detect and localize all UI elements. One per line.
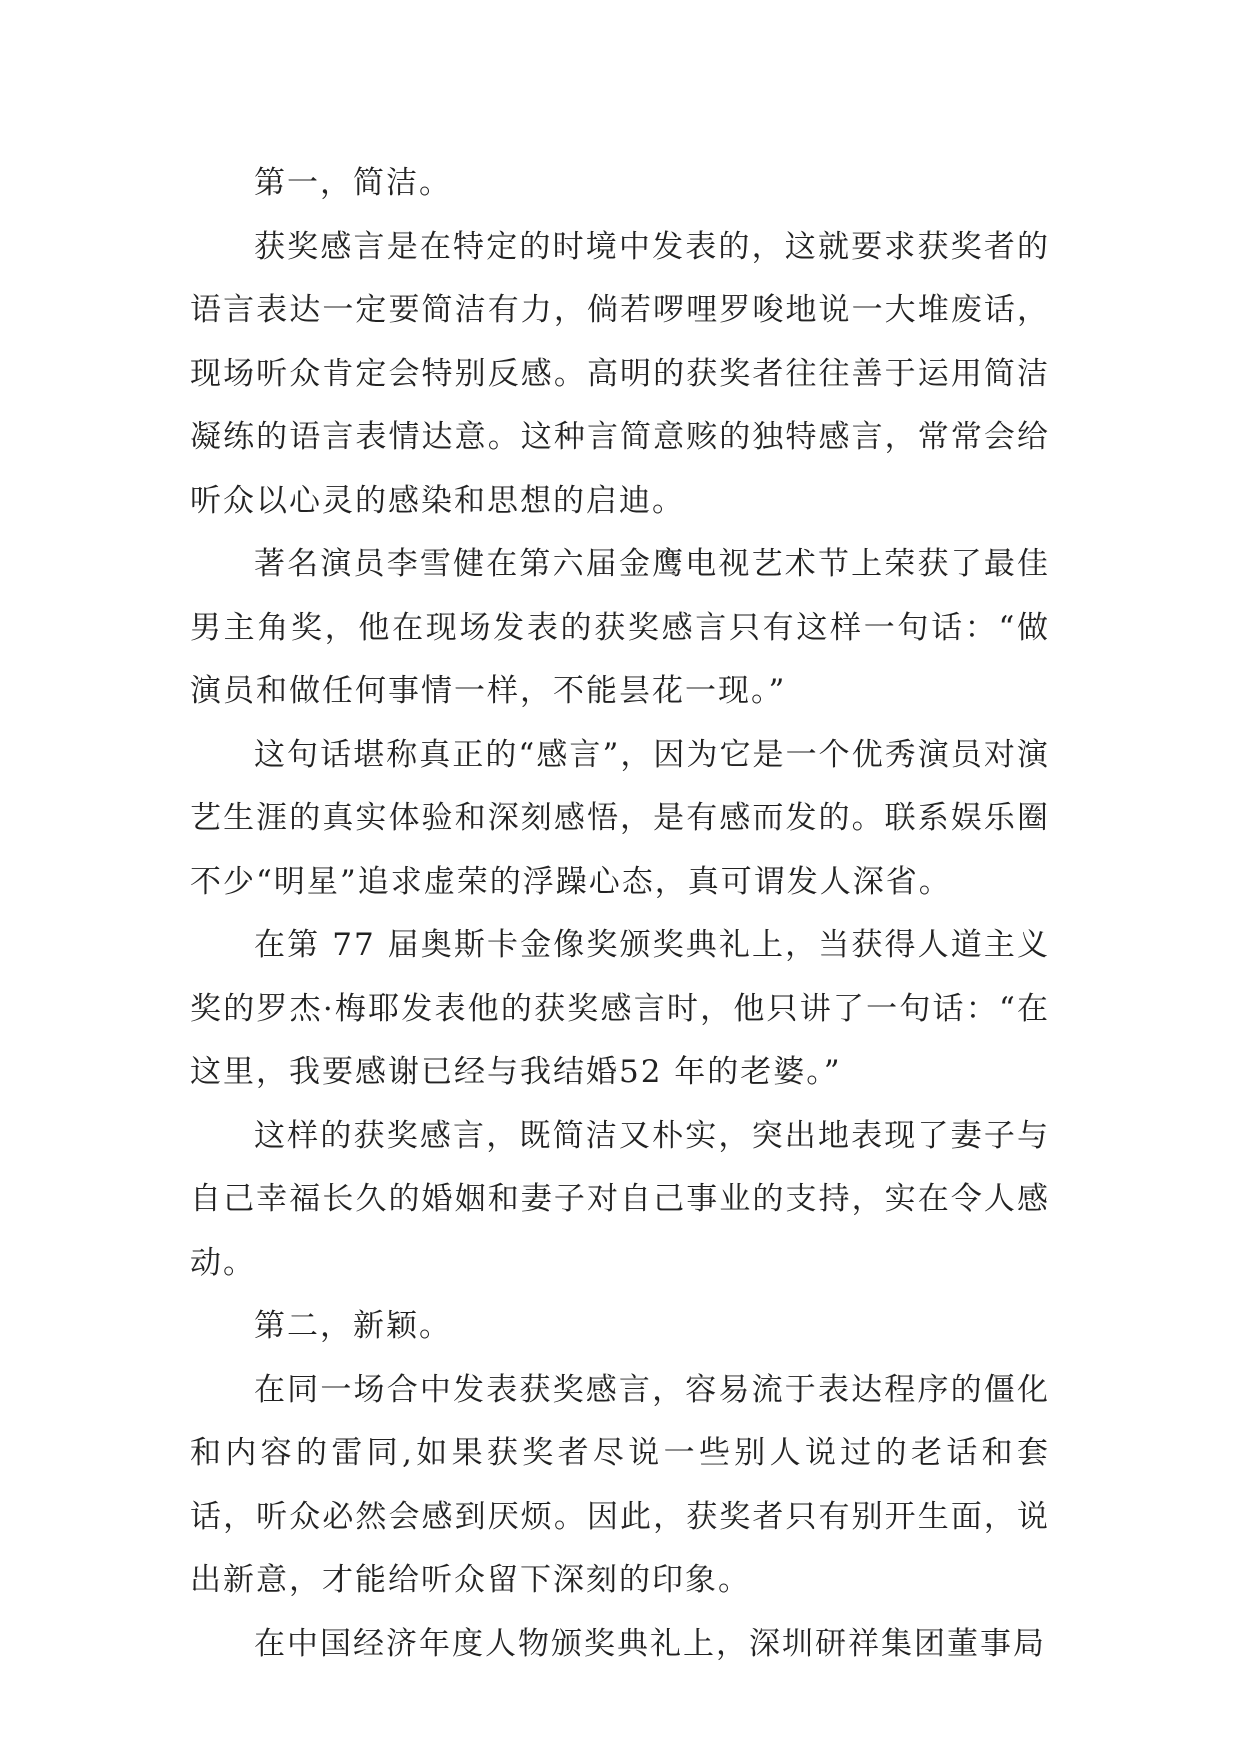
paragraph: 在第 77 届奥斯卡金像奖颁奖典礼上，当获得人道主义奖的罗杰·梅耶发表他的获奖感言时，他只讲了一句话：“在这里，我要感谢已经与我结婚52 年的老婆。”: [190, 927, 1050, 1090]
paragraph: 著名演员李雪健在第六届金鹰电视艺术节上荣获了最佳男主角奖，他在现场发表的获奖感言只有这样一句话：“做演员和做任何事情一样，不能昙花一现。”: [190, 546, 1050, 709]
paragraph-heading-novel: 第二，新颖。: [254, 1308, 452, 1344]
paragraph: 在中国经济年度人物颁奖典礼上，深圳研祥集团董事局: [254, 1625, 1046, 1662]
document-body: [190, 152, 1050, 1676]
paragraph-heading-concise: 第一，简洁。: [254, 165, 452, 201]
paragraph: 获奖感言是在特定的时境中发表的，这就要求获奖者的语言表达一定要简洁有力，倘若啰哩罗唆地说一大堆废话，现场听众肯定会特别反感。高明的获奖者往往善于运用简洁凝练的语言表情达意。这种言简意赅的独特感言，常常会给听众以心灵的感染和思想的启迪。: [190, 228, 1050, 519]
paragraph: 这样的获奖感言，既简洁又朴实，突出地表现了妻子与自己幸福长久的婚姻和妻子对自己事业的支持，实在令人感动。: [190, 1117, 1050, 1281]
paragraph: 这句话堪称真正的“感言”，因为它是一个优秀演员对演艺生涯的真实体验和深刻感悟，是有感而发的。联系娱乐圈不少“明星”追求虚荣的浮躁心态，真可谓发人深省。: [190, 736, 1050, 900]
paragraph: 在同一场合中发表获奖感言，容易流于表达程序的僵化和内容的雷同,如果获奖者尽说一些别人说过的老话和套话，听众必然会感到厌烦。因此，获奖者只有别开生面，说出新意，才能给听众留下深刻的印象。: [190, 1371, 1050, 1598]
